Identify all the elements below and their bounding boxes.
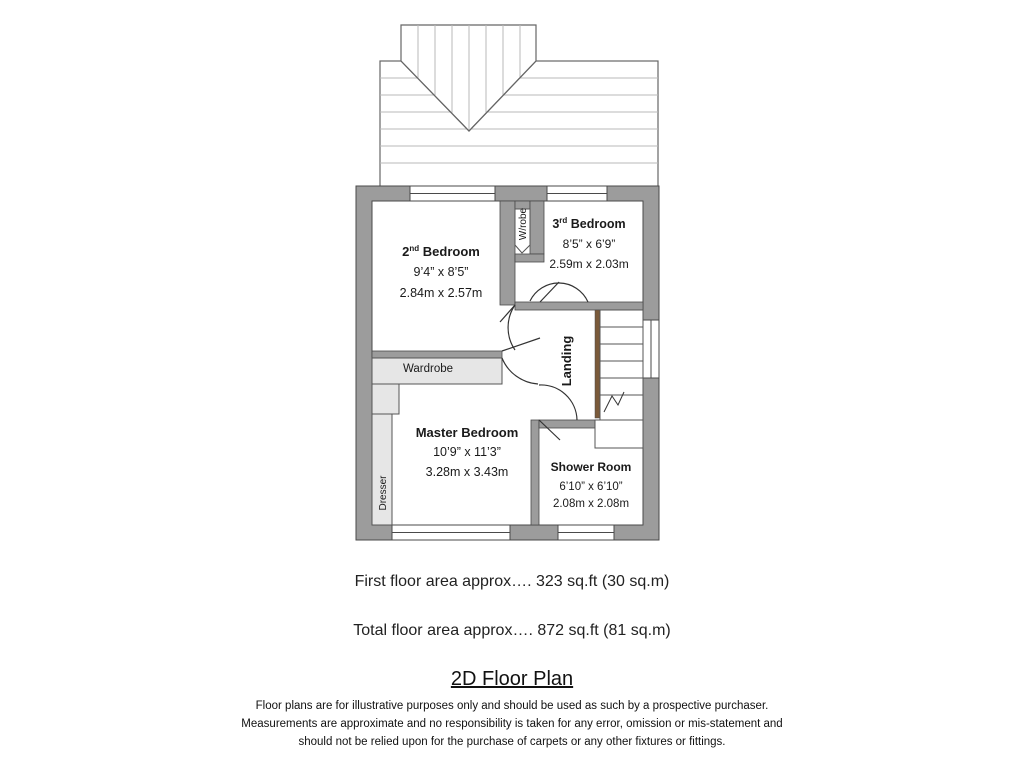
- dims-imperial-2nd-bedroom: 9’4” x 8’5”: [413, 265, 469, 279]
- disclaimer-line-2: Measurements are approximate and no responsibility is taken for any error, omission or mis-statement and: [241, 718, 783, 730]
- room-label-master-bedroom: Master Bedroom: [415, 425, 519, 440]
- roof-section: [380, 25, 658, 187]
- total-floor-area: Total floor area approx…. 872 sq.ft (81 sq.m): [353, 622, 671, 639]
- dims-imperial-3rd-bedroom: 8’5” x 6’9”: [562, 237, 616, 251]
- room-label-shower-room: Shower Room: [550, 460, 632, 474]
- label-wardrobe: Wardrobe: [402, 363, 454, 375]
- first-floor-area: First floor area approx…. 323 sq.ft (30 sq.m): [354, 573, 670, 590]
- staircase: [595, 310, 643, 448]
- room-label-3rd-bedroom: 3rd Bedroom: [552, 216, 626, 231]
- disclaimer-line-3: should not be relied upon for the purchase of carpets or any other fixtures or fittings.: [298, 736, 726, 748]
- dims-imperial-shower-room: 6’10” x 6’10”: [559, 481, 623, 493]
- room-label-landing: Landing: [559, 335, 574, 387]
- room-label-2nd-bedroom: 2nd Bedroom: [402, 244, 480, 259]
- plan-title: 2D Floor Plan: [450, 668, 574, 690]
- label-dresser: Dresser: [378, 475, 389, 511]
- dims-metric-master-bedroom: 3.28m x 3.43m: [425, 465, 509, 479]
- dims-metric-2nd-bedroom: 2.84m x 2.57m: [399, 286, 483, 300]
- dims-imperial-master-bedroom: 10’9” x 11’3”: [433, 445, 501, 459]
- label-wrobe: W/robe: [518, 207, 529, 241]
- dims-metric-3rd-bedroom: 2.59m x 2.03m: [549, 257, 629, 271]
- dims-metric-shower-room: 2.08m x 2.08m: [552, 498, 630, 510]
- disclaimer-line-1: Floor plans are for illustrative purposes only and should be used as such by a prospective purchaser.: [255, 700, 769, 712]
- wardrobe-side: [372, 384, 399, 414]
